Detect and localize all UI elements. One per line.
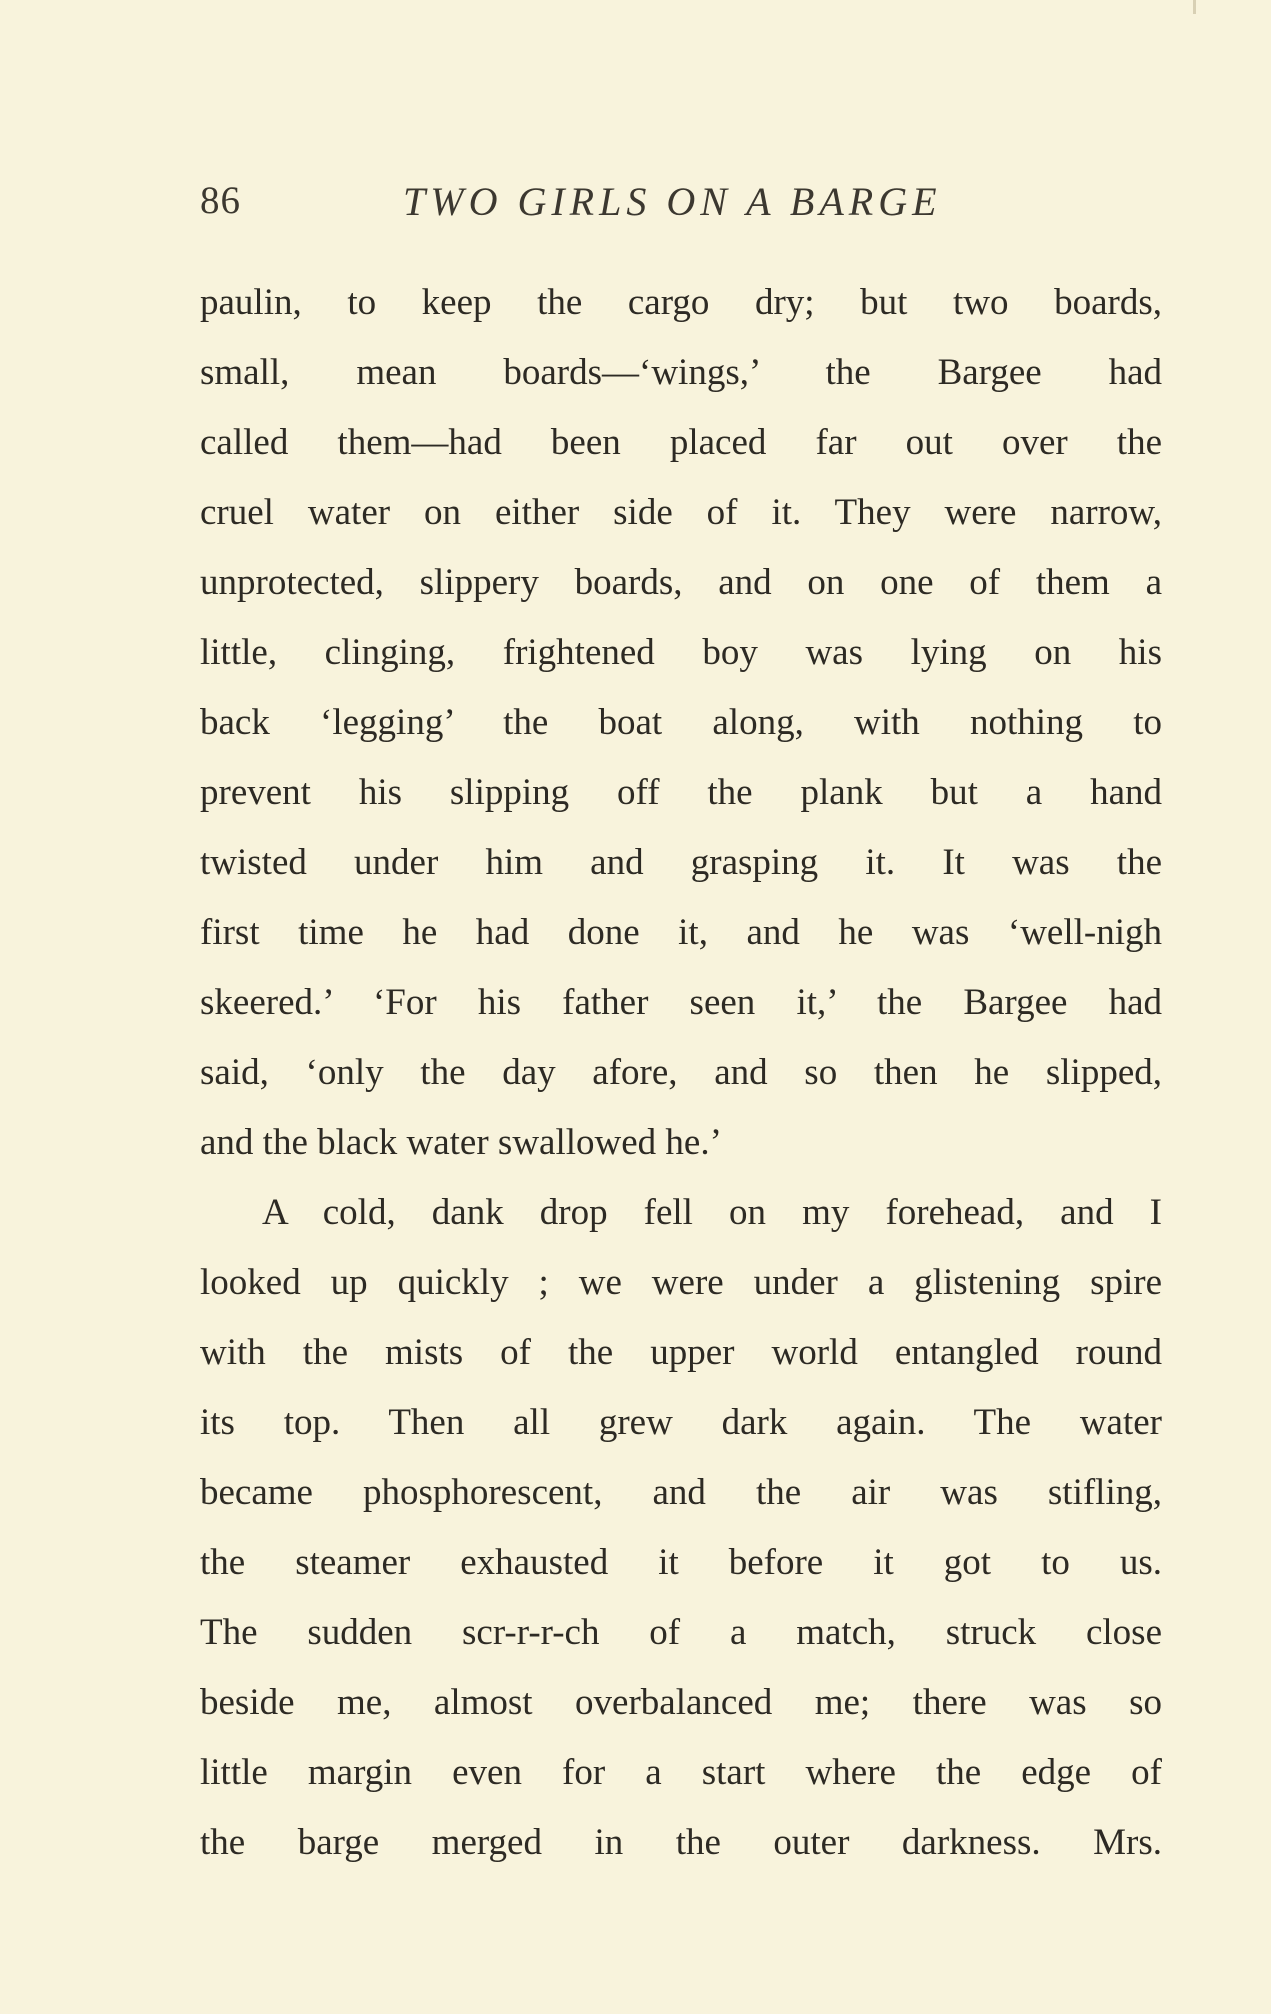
text-line: cruel water on either side of it. They were narrow, [200,492,1162,533]
paragraph-start-line: A cold, dank drop fell on my forehead, and I [262,1192,1162,1233]
text-line: small, mean boards—‘wings,’ the Bargee had [200,352,1162,393]
book-title: TWO GIRLS ON A BARGE [403,179,942,224]
page-blemish [1193,0,1196,14]
text-line: little, clinging, frightened boy was lying on his [200,632,1162,673]
text-line: prevent his slipping off the plank but a hand [200,772,1162,813]
text-line: called them—had been placed far out over the [200,422,1162,463]
text-line: with the mists of the upper world entangled round [200,1332,1162,1373]
text-line: the barge merged in the outer darkness. Mrs. [200,1822,1162,1863]
text-line: unprotected, slippery boards, and on one of them a [200,562,1162,603]
text-line: looked up quickly ; we were under a glistening spire [200,1262,1162,1303]
body-text [200,268,1162,1878]
text-line: the steamer exhausted it before it got to us. [200,1542,1162,1583]
text-line: back ‘legging’ the boat along, with nothing to [200,702,1162,743]
paragraph-end-line: and the black water swallowed he.’ [200,1122,722,1163]
text-line: skeered.’ ‘For his father seen it,’ the Bargee had [200,982,1162,1023]
page-number: 86 [200,179,241,222]
text-line: beside me, almost overbalanced me; there was so [200,1682,1162,1723]
text-line: its top. Then all grew dark again. The water [200,1402,1162,1443]
text-line: said, ‘only the day afore, and so then he slipped, [200,1052,1162,1093]
running-head [200,178,1160,238]
text-line: The sudden scr-r-r-ch of a match, struck close [200,1612,1162,1653]
text-line: little margin even for a start where the edge of [200,1752,1162,1793]
text-line: paulin, to keep the cargo dry; but two boards, [200,282,1162,323]
text-line: became phosphorescent, and the air was stifling, [200,1472,1162,1513]
text-line: twisted under him and grasping it. It was the [200,842,1162,883]
text-line: first time he had done it, and he was ‘well-nigh [200,912,1162,953]
